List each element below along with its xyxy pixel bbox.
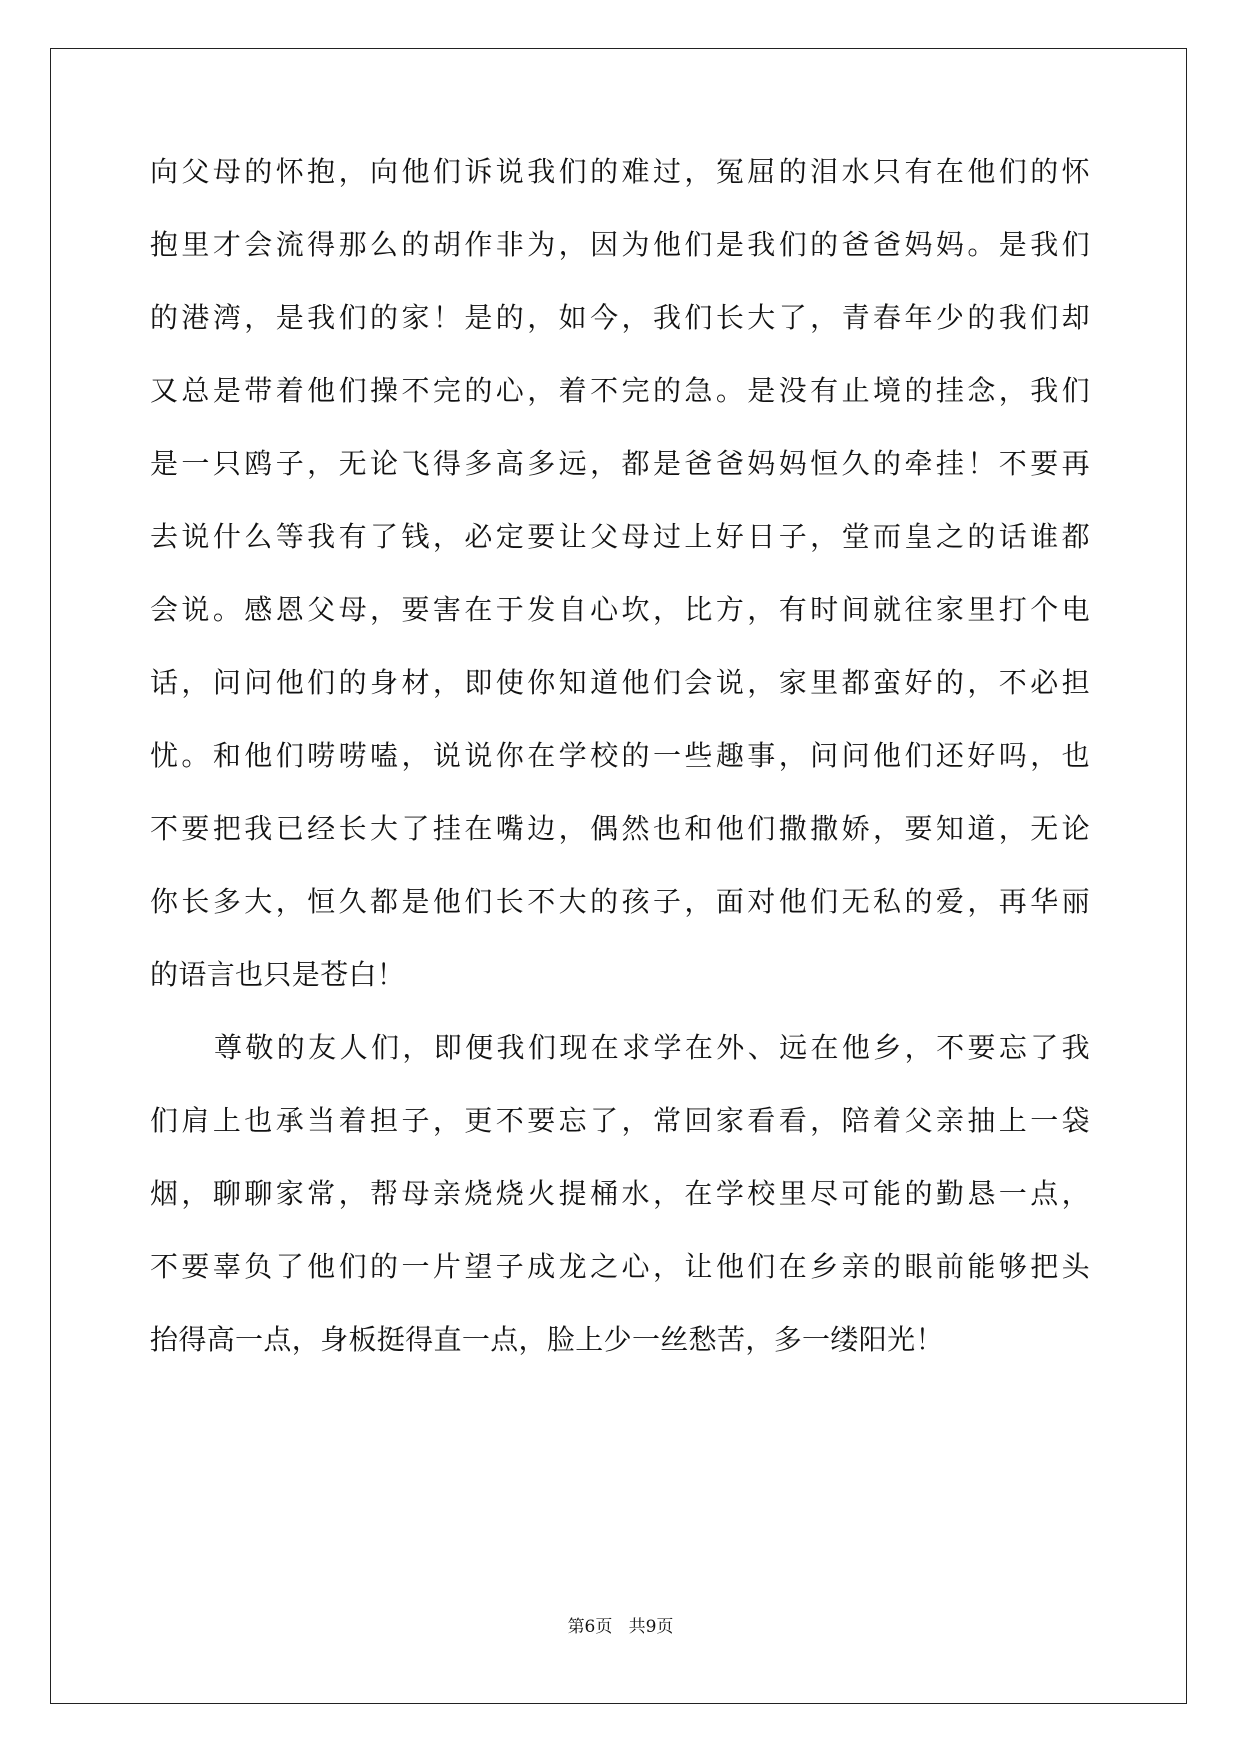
page-border (50, 48, 1187, 1704)
text-line: 又总是带着他们操不完的心，着不完的急。是没有止境的挂念，我们 (150, 374, 1090, 407)
text-line: 尊敬的友人们，即便我们现在求学在外、远在他乡，不要忘了我 (214, 1031, 1090, 1064)
text-line: 话，问问他们的身材，即使你知道他们会说，家里都蛮好的，不必担 (150, 666, 1090, 699)
text-line: 们肩上也承当着担子，更不要忘了，常回家看看，陪着父亲抽上一袋 (150, 1104, 1090, 1137)
page-footer (0, 1612, 1241, 1637)
text-line: 不要把我已经长大了挂在嘴边，偶然也和他们撒撒娇，要知道，无论 (150, 812, 1090, 845)
text-line: 的港湾，是我们的家！是的，如今，我们长大了，青春年少的我们却 (150, 301, 1090, 334)
text-line: 去说什么等我有了钱，必定要让父母过上好日子，堂而皇之的话谁都 (150, 520, 1090, 553)
text-line: 抱里才会流得那么的胡作非为，因为他们是我们的爸爸妈妈。是我们 (150, 228, 1090, 261)
text-line: 你长多大，恒久都是他们长不大的孩子，面对他们无私的爱，再华丽 (150, 885, 1090, 918)
text-line: 会说。感恩父母，要害在于发自心坎，比方，有时间就往家里打个电 (150, 593, 1090, 626)
text-line: 的语言也只是苍白！ (150, 958, 406, 991)
text-line: 不要辜负了他们的一片望子成龙之心，让他们在乡亲的眼前能够把头 (150, 1250, 1090, 1283)
text-line: 向父母的怀抱，向他们诉说我们的难过，冤屈的泪水只有在他们的怀 (150, 155, 1090, 188)
page-number: 第6页 (567, 1617, 613, 1637)
text-line: 烟，聊聊家常，帮母亲烧烧火提桶水，在学校里尽可能的勤恳一点， (150, 1177, 1090, 1210)
text-line: 忧。和他们唠唠嗑，说说你在学校的一些趣事，问问他们还好吗，也 (150, 739, 1090, 772)
text-line: 抬得高一点，身板挺得直一点，脸上少一丝愁苦，多一缕阳光！ (150, 1323, 944, 1356)
page-total: 共9页 (628, 1617, 674, 1637)
text-line: 是一只鸥子，无论飞得多高多远，都是爸爸妈妈恒久的牵挂！不要再 (150, 447, 1090, 480)
